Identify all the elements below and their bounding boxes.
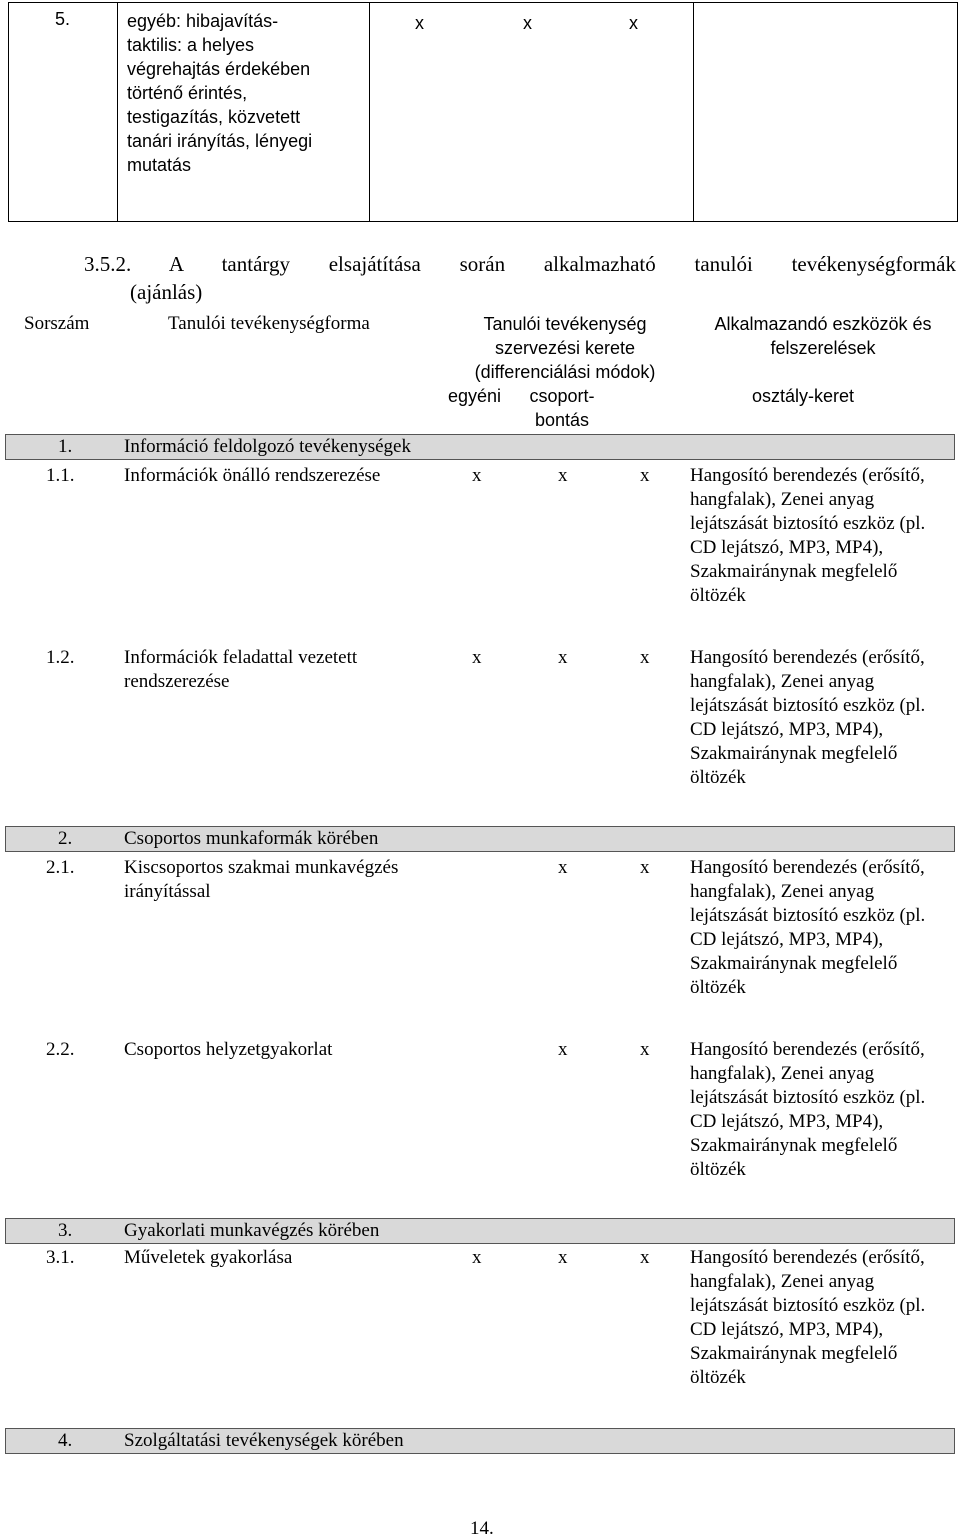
mark-csoport: x [523, 13, 532, 33]
header-egyeni: egyéni [448, 386, 502, 406]
header-forma: Tanulói tevékenységforma [168, 313, 370, 334]
header-eszkozok: Alkalmazandó eszközök és felszerelések [714, 314, 932, 358]
equipment-text: Hangosító berendezés (erősítő, hangfalak), Zenei anyag lejátszását biztosító eszköz (pl. CD lejátszó, MP3, MP4), Szakmairánynak megfelelő öltözék [690, 1247, 926, 1388]
section-title-continued: (ajánlás) [130, 280, 203, 304]
row-title: Információk feladattal vezetett rendszerezése [124, 647, 358, 692]
row-description: egyéb: hibajavítás- taktilis: a helyes végrehajtás érdekében történő érintés, testigazítás, közvetett tanári irányítás, lényegi mutatás [127, 11, 313, 175]
equipment-text: Hangosító berendezés (erősítő, hangfalak), Zenei anyag lejátszását biztosító eszköz (pl. CD lejátszó, MP3, MP4), Szakmairánynak megfelelő öltözék [690, 465, 926, 606]
page-number: 14. [470, 1518, 494, 1539]
mark-csoport: x [558, 465, 568, 486]
row-title: Csoportos helyzetgyakorlat [124, 1039, 333, 1060]
mark-egyeni: x [472, 647, 482, 668]
mark-egyeni: x [415, 13, 424, 33]
row-number: 1.1. [46, 465, 75, 486]
mark-egyeni: x [472, 465, 482, 486]
row-number: 2.2. [46, 1039, 75, 1060]
column-divider [117, 3, 118, 221]
row-title: Műveletek gyakorlása [124, 1247, 293, 1268]
mark-osztaly: x [640, 647, 650, 668]
row-title: Kiscsoportos szakmai munkavégzés irányítással [124, 857, 399, 902]
mark-csoport: x [558, 1039, 568, 1060]
mark-osztaly: x [640, 1247, 650, 1268]
row-number: 1.2. [46, 647, 75, 668]
group-header: 1. Információ feldolgozó tevékenységek [5, 434, 955, 460]
mark-csoport: x [558, 647, 568, 668]
equipment-text: Hangosító berendezés (erősítő, hangfalak), Zenei anyag lejátszását biztosító eszköz (pl. CD lejátszó, MP3, MP4), Szakmairánynak megfelelő öltözék [690, 1039, 926, 1180]
mark-osztaly: x [640, 857, 650, 878]
top-table-fragment [8, 2, 958, 222]
group-header: 2. Csoportos munkaformák körében [5, 826, 955, 852]
mark-csoport: x [558, 1247, 568, 1268]
header-osztaly-keret: osztály-keret [751, 386, 855, 406]
mark-osztaly: x [629, 13, 638, 33]
equipment-text: Hangosító berendezés (erősítő, hangfalak), Zenei anyag lejátszását biztosító eszköz (pl. CD lejátszó, MP3, MP4), Szakmairánynak megfelelő öltözék [690, 647, 926, 788]
mark-csoport: x [558, 857, 568, 878]
row-number: 3.1. [46, 1247, 75, 1268]
header-csoportbontas: csoport- bontás [529, 386, 595, 430]
mark-osztaly: x [640, 1039, 650, 1060]
row-title: Információk önálló rendszerezése [124, 465, 381, 486]
group-header: 3. Gyakorlati munkavégzés körében [5, 1218, 955, 1244]
group-header: 4. Szolgáltatási tevékenységek körében [5, 1428, 955, 1454]
mark-egyeni: x [472, 1247, 482, 1268]
mark-osztaly: x [640, 465, 650, 486]
section-title: 3.5.2. A tantárgy elsajátítása során alkalmazható tanulói tevékenységformák [84, 252, 956, 276]
column-divider [693, 3, 694, 221]
equipment-text: Hangosító berendezés (erősítő, hangfalak), Zenei anyag lejátszását biztosító eszköz (pl. CD lejátszó, MP3, MP4), Szakmairánynak megfelelő öltözék [690, 857, 926, 998]
header-szervezesi-keret: Tanulói tevékenység szervezési kerete (differenciálási módok) [474, 314, 656, 382]
row-number: 2.1. [46, 857, 75, 878]
header-sorszam: Sorszám [24, 313, 90, 334]
row-number: 5. [55, 9, 71, 29]
